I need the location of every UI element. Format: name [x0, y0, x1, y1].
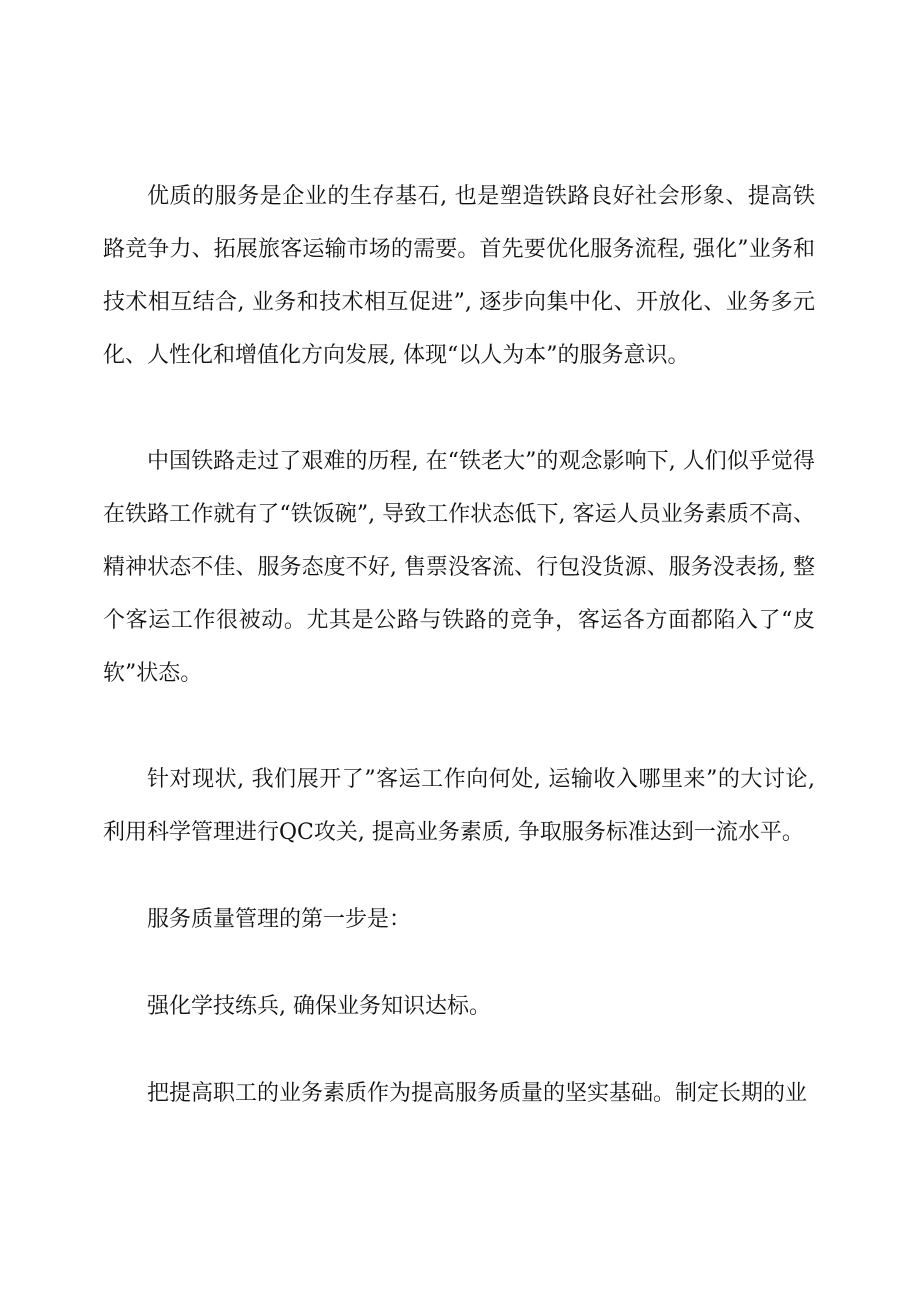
paragraph-skill-training: 强化学技练兵, 确保业务知识达标。 — [147, 994, 491, 1019]
paragraph-current-status: 针对现状, 我们展开了”客运工作向何处, 运输收入哪里来”的大讨论, 利用科学管理进行QC攻关, 提高业务素质, 争取服务标准达到一流水平。 — [103, 767, 815, 845]
paragraph-improve-quality: 把提高职工的业务素质作为提高服务质量的坚实基础。制定长期的业 — [147, 1081, 808, 1106]
paragraph-railway-history: 中国铁路走过了艰难的历程, 在“铁老大”的观念影响下, 人们似乎觉得在铁路工作就有了“铁饭碗”, 导致工作状态低下, 客运人员业务素质不高、精神状态不佳、服务态度不好, 售票没客流、行包没货源、服务没表扬, 整个客运工作很被动。尤其是公路与铁路的竞争，客运各方面都陷入了“皮软”状态。 — [103, 449, 815, 686]
paragraph-service-quality: 优质的服务是企业的生存基石, 也是塑造铁路良好社会形象、提高铁路竞争力、拓展旅客运输市场的需要。首先要优化服务流程, 强化”业务和技术相互结合, 业务和技术相互促进”, 逐步向集中化、开放化、业务多元化、人性化和增值化方向发展, 体现“以人为本”的服务意识。 — [103, 184, 815, 368]
document-body — [103, 170, 815, 1120]
paragraph-first-step: 服务质量管理的第一步是： — [147, 907, 412, 932]
